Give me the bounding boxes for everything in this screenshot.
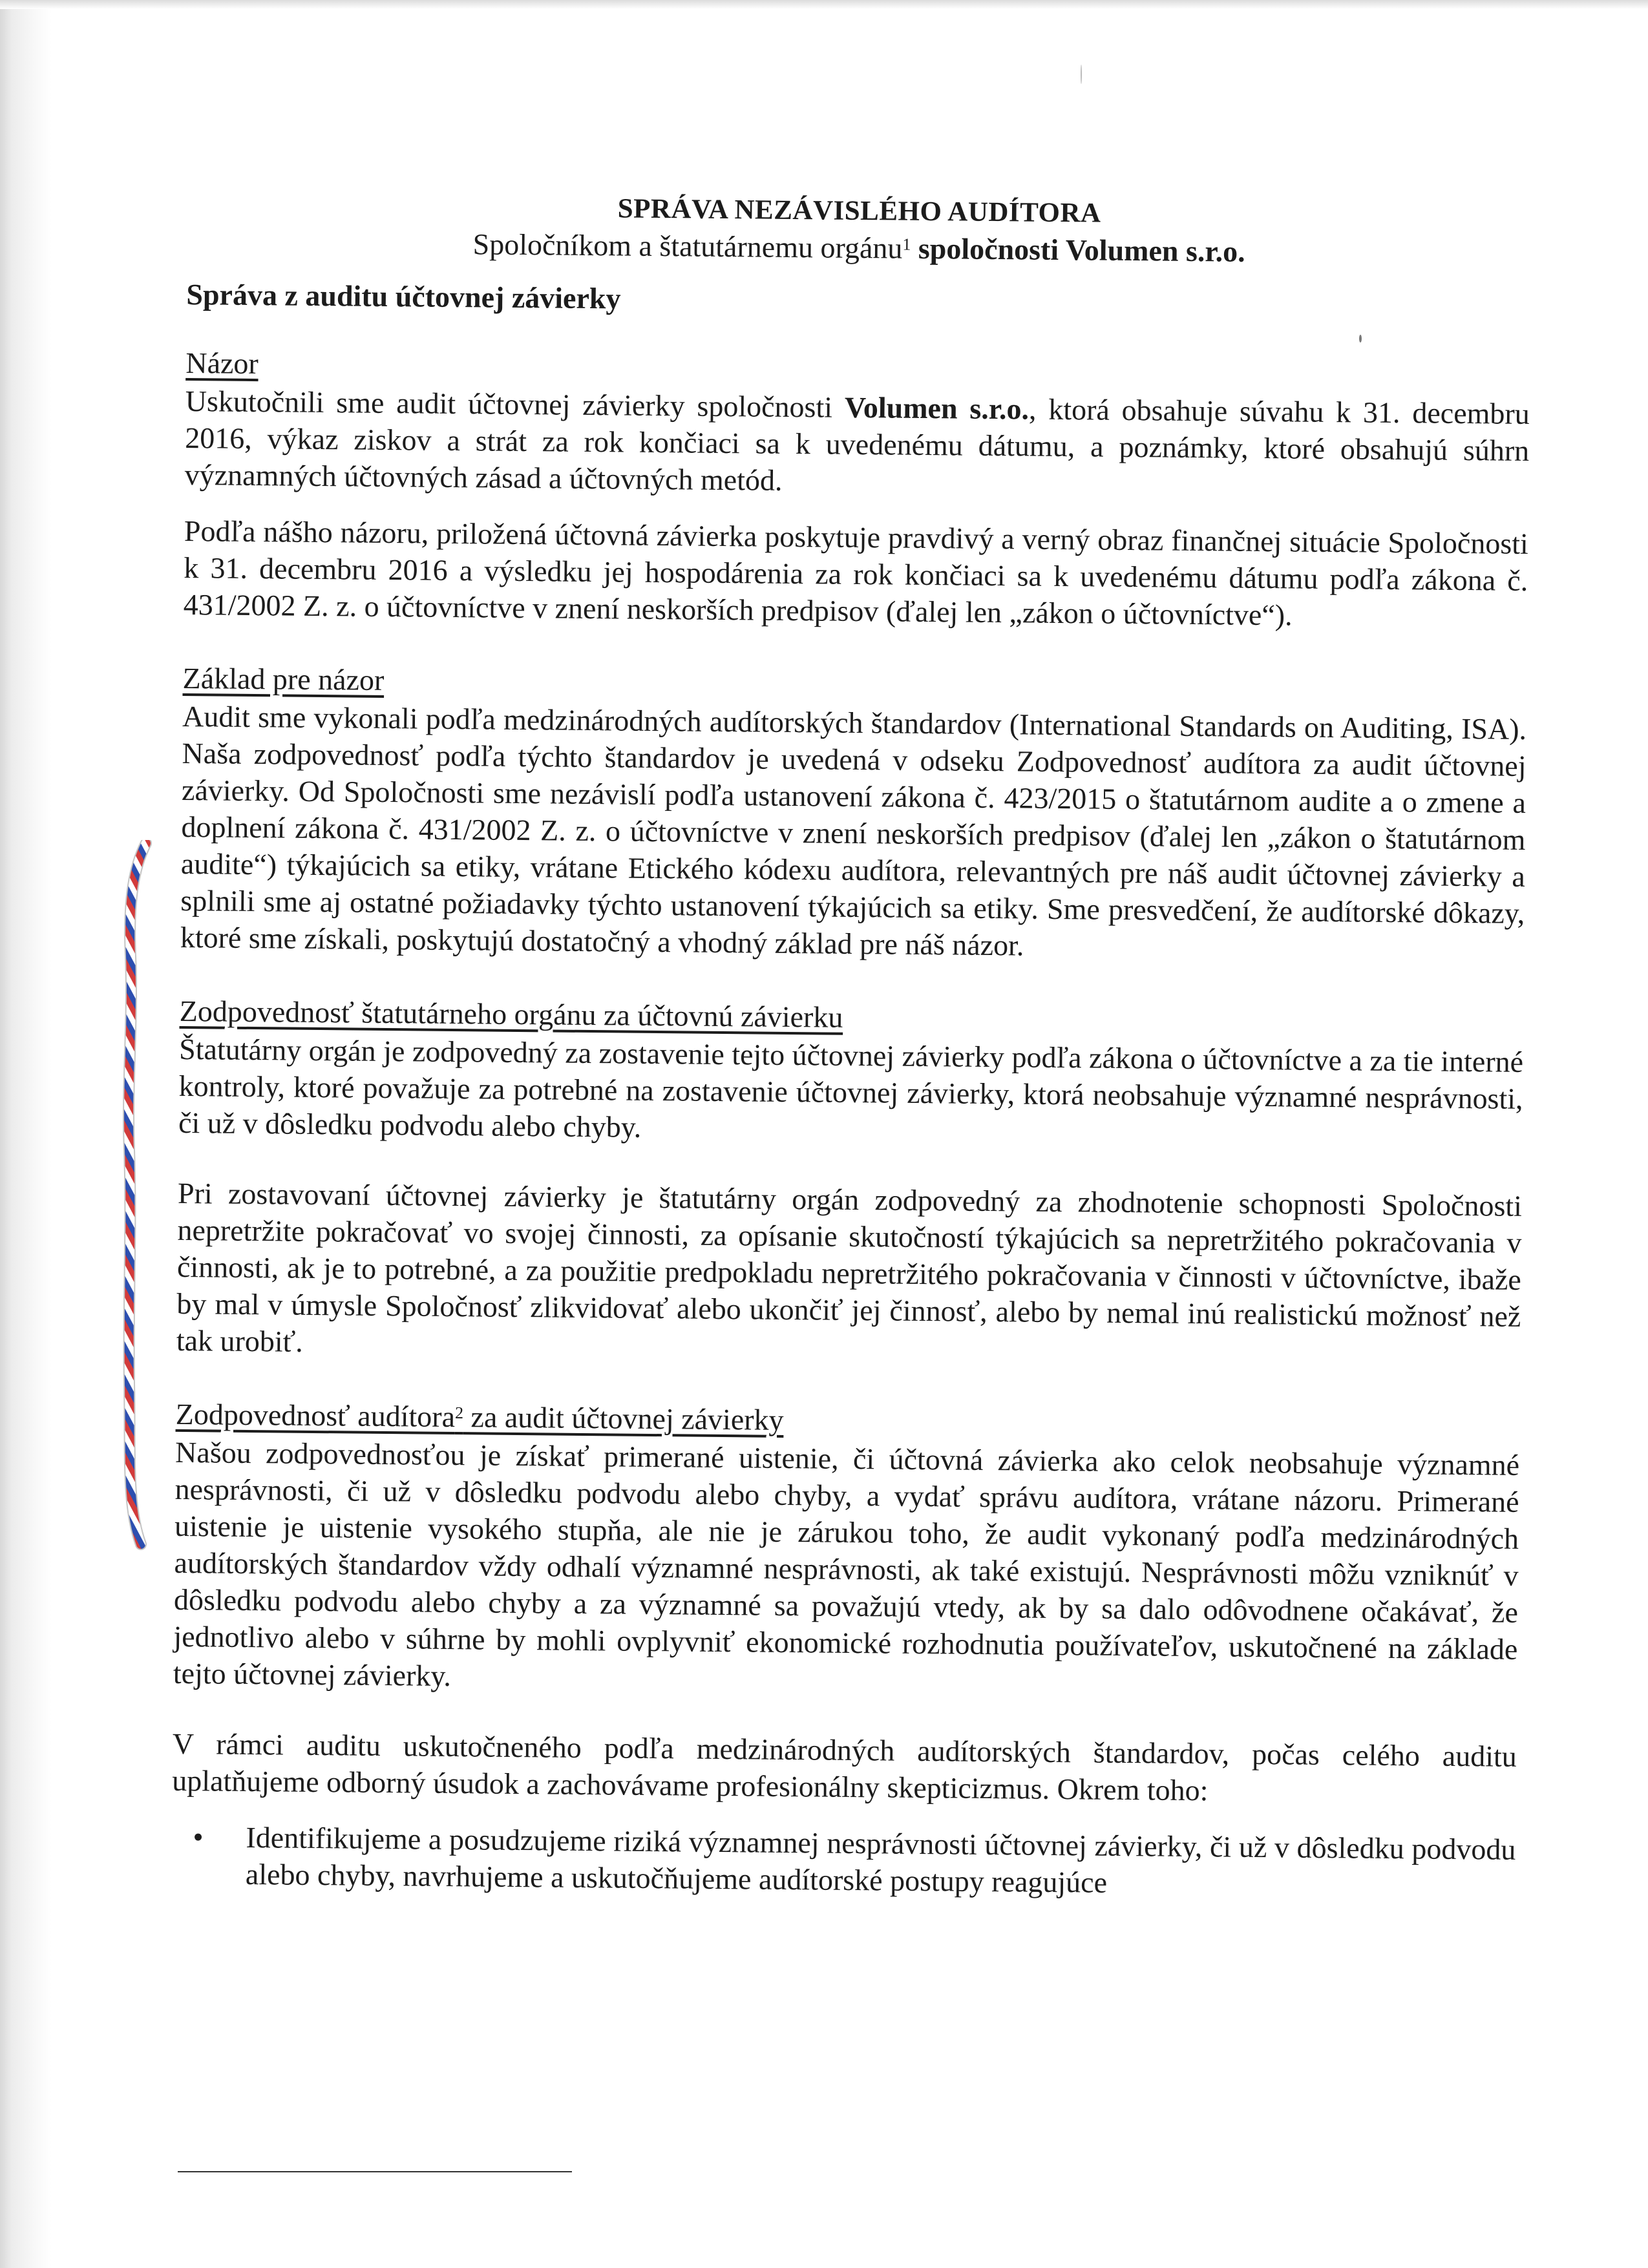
scan-speck xyxy=(1081,65,1082,84)
statutarny-paragraph-2: Pri zostavovaní účtovnej závierky je štatutárny orgán zodpovedný za zhodnotenie schopnosti Spoločnosti nepretržite pokračovať vo svojej činnosti, za opísanie skutočností týkajúcich sa nepretržitého pokračovania v činnosti, ak je to potrebné, a za použitie predpokladu nepretržitého pokračovania v činnosti v účtovníctve, ibaže by mal v úmysle Spoločnosť zlikvidovať alebo ukončiť jej činnosť, alebo by nemal inú realistickú možnosť než tak urobiť. xyxy=(176,1176,1523,1358)
auditor-heading-before: Zodpovednosť audítora xyxy=(175,1397,456,1434)
scan-shadow-top xyxy=(0,0,1648,9)
binding-cord xyxy=(121,840,160,1551)
nazor-paragraph-2: Podľa nášho názoru, priložená účtovná závierka poskytuje pravdivý a verný obraz finančnej situácie Spoločnosti k 31. decembru 2016 a výsledku jej hospodárenia za rok končiaci sa k uvedenému dátumu podľa zákona č. 431/2002 Z. z. o účtovníctve v znení neskorších predpisov (ďalej len „zákon o účtovníctve“). xyxy=(183,514,1529,632)
section-heading-nazor: Názor xyxy=(185,346,259,381)
report-title: SPRÁVA NEZÁVISLÉHO AUDÍTORA xyxy=(617,193,1101,229)
nazor-p1-after: , ktorá obsahuje súvahu k 31. decembru 2016, výkaz ziskov a strát za rok končiaci sa k uvedenému dátumu, a poznámky, ktoré obsahujú súhrn významných účtovných zásad a účtovných metód. xyxy=(184,392,1530,497)
zaklad-paragraph-1: Audit sme vykonali podľa medzinárodných audítorských štandardov (International Standards on Auditing, ISA). Naša zodpovednosť podľa týchto štandardov je uvedená v odseku Zodpovednosť audítora za audit účtovnej závierky. Od Spoločnosti sme nezávislí podľa ustanovení zákona č. 423/2015 o štatutárnom audite a o zmene a doplnení zákona č. 431/2002 Z. z. o účtovníctve v znení neskorších predpisov (ďalej len „zákon o štatutárnom audite“) týkajúcich sa etiky, vrátane Etického kódexu audítora, relevantných pre náš audit účtovnej závierky a splnili sme aj ostatné požiadavky týchto ustanovení týkajúcich sa etiky. Sme presvedčení, že audítorské dôkazy, ktoré sme získali, poskytujú dostatočný a vhodný základ pre náš názor. xyxy=(180,699,1527,962)
nazor-p1-company: Volumen s.r.o. xyxy=(844,390,1030,426)
statutarny-paragraph-1: Štatutárny orgán je zodpovedný za zostavenie tejto účtovnej závierky podľa zákona o účtovníctve a za tie interné kontroly, ktoré považuje za potrebné na zostavenie účtovnej závierky, ktorá neobsahuje významné nesprávnosti, či už v dôsledku podvodu alebo chyby. xyxy=(178,1032,1524,1144)
footnote-ref-1: 1 xyxy=(902,235,911,254)
nazor-p1-before: Uskutočnili sme audit účtovnej závierky spoločnosti xyxy=(185,384,845,424)
section-heading-statutarny: Zodpovednosť štatutárneho orgánu za účtovnú závierku xyxy=(179,994,843,1034)
auditor-paragraph-2: V rámci auditu uskutočneného podľa medzinárodných audítorských štandardov, počas celého auditu uplatňujeme odborný úsudok a zachovávame profesionálny skepticizmus. Okrem toho: xyxy=(172,1727,1517,1807)
addressee-prefix: Spoločníkom a štatutárnemu orgánu xyxy=(472,227,903,265)
auditor-paragraph-1: Našou zodpovednosťou je získať primerané uistenie, či účtovná závierka ako celok neobsahuje významné nesprávnosti, či už v dôsledku podvodu alebo chyby, a vydať správu audítora, vrátane názoru. Primerané uistenie je uistenie vysokého stupňa, ale nie je zárukou toho, že audit vykonaný podľa medzinárodných audítorských štandardov vždy odhalí významné nesprávnosti, ak také existujú. Nesprávnosti môžu vzniknúť v dôsledku podvodu alebo chyby a za významné sa považujú vtedy, ak by sa dalo odôvodnene očakávať, že jednotlivo alebo v súhrne by mohli ovplyvniť ekonomické rozhodnutia používateľov, uskutočnené na základe tejto účtovnej závierky. xyxy=(173,1435,1520,1693)
footnote-separator xyxy=(178,2171,572,2172)
auditor-bullet-list xyxy=(171,1818,1516,1905)
section-heading-zaklad: Základ pre názor xyxy=(182,661,385,697)
footnote-ref-2: 2 xyxy=(454,1403,464,1423)
list-item: • Identifikujeme a posudzujeme riziká významnej nesprávnosti účtovnej závierky, či už v dôsledku podvodu alebo chyby, navrhujeme a uskutočňujeme audítorské postupy reagujúce xyxy=(246,1819,1516,1905)
audit-report-page xyxy=(171,187,1532,1905)
nazor-paragraph-1 xyxy=(184,383,1530,506)
scan-shadow-edge xyxy=(0,0,52,2268)
auditor-heading-after: za audit účtovnej závierky xyxy=(463,1400,784,1436)
addressee-company: spoločnosti Volumen s.r.o. xyxy=(918,231,1245,268)
main-heading: Správa z auditu účtovnej závierky xyxy=(186,277,621,315)
